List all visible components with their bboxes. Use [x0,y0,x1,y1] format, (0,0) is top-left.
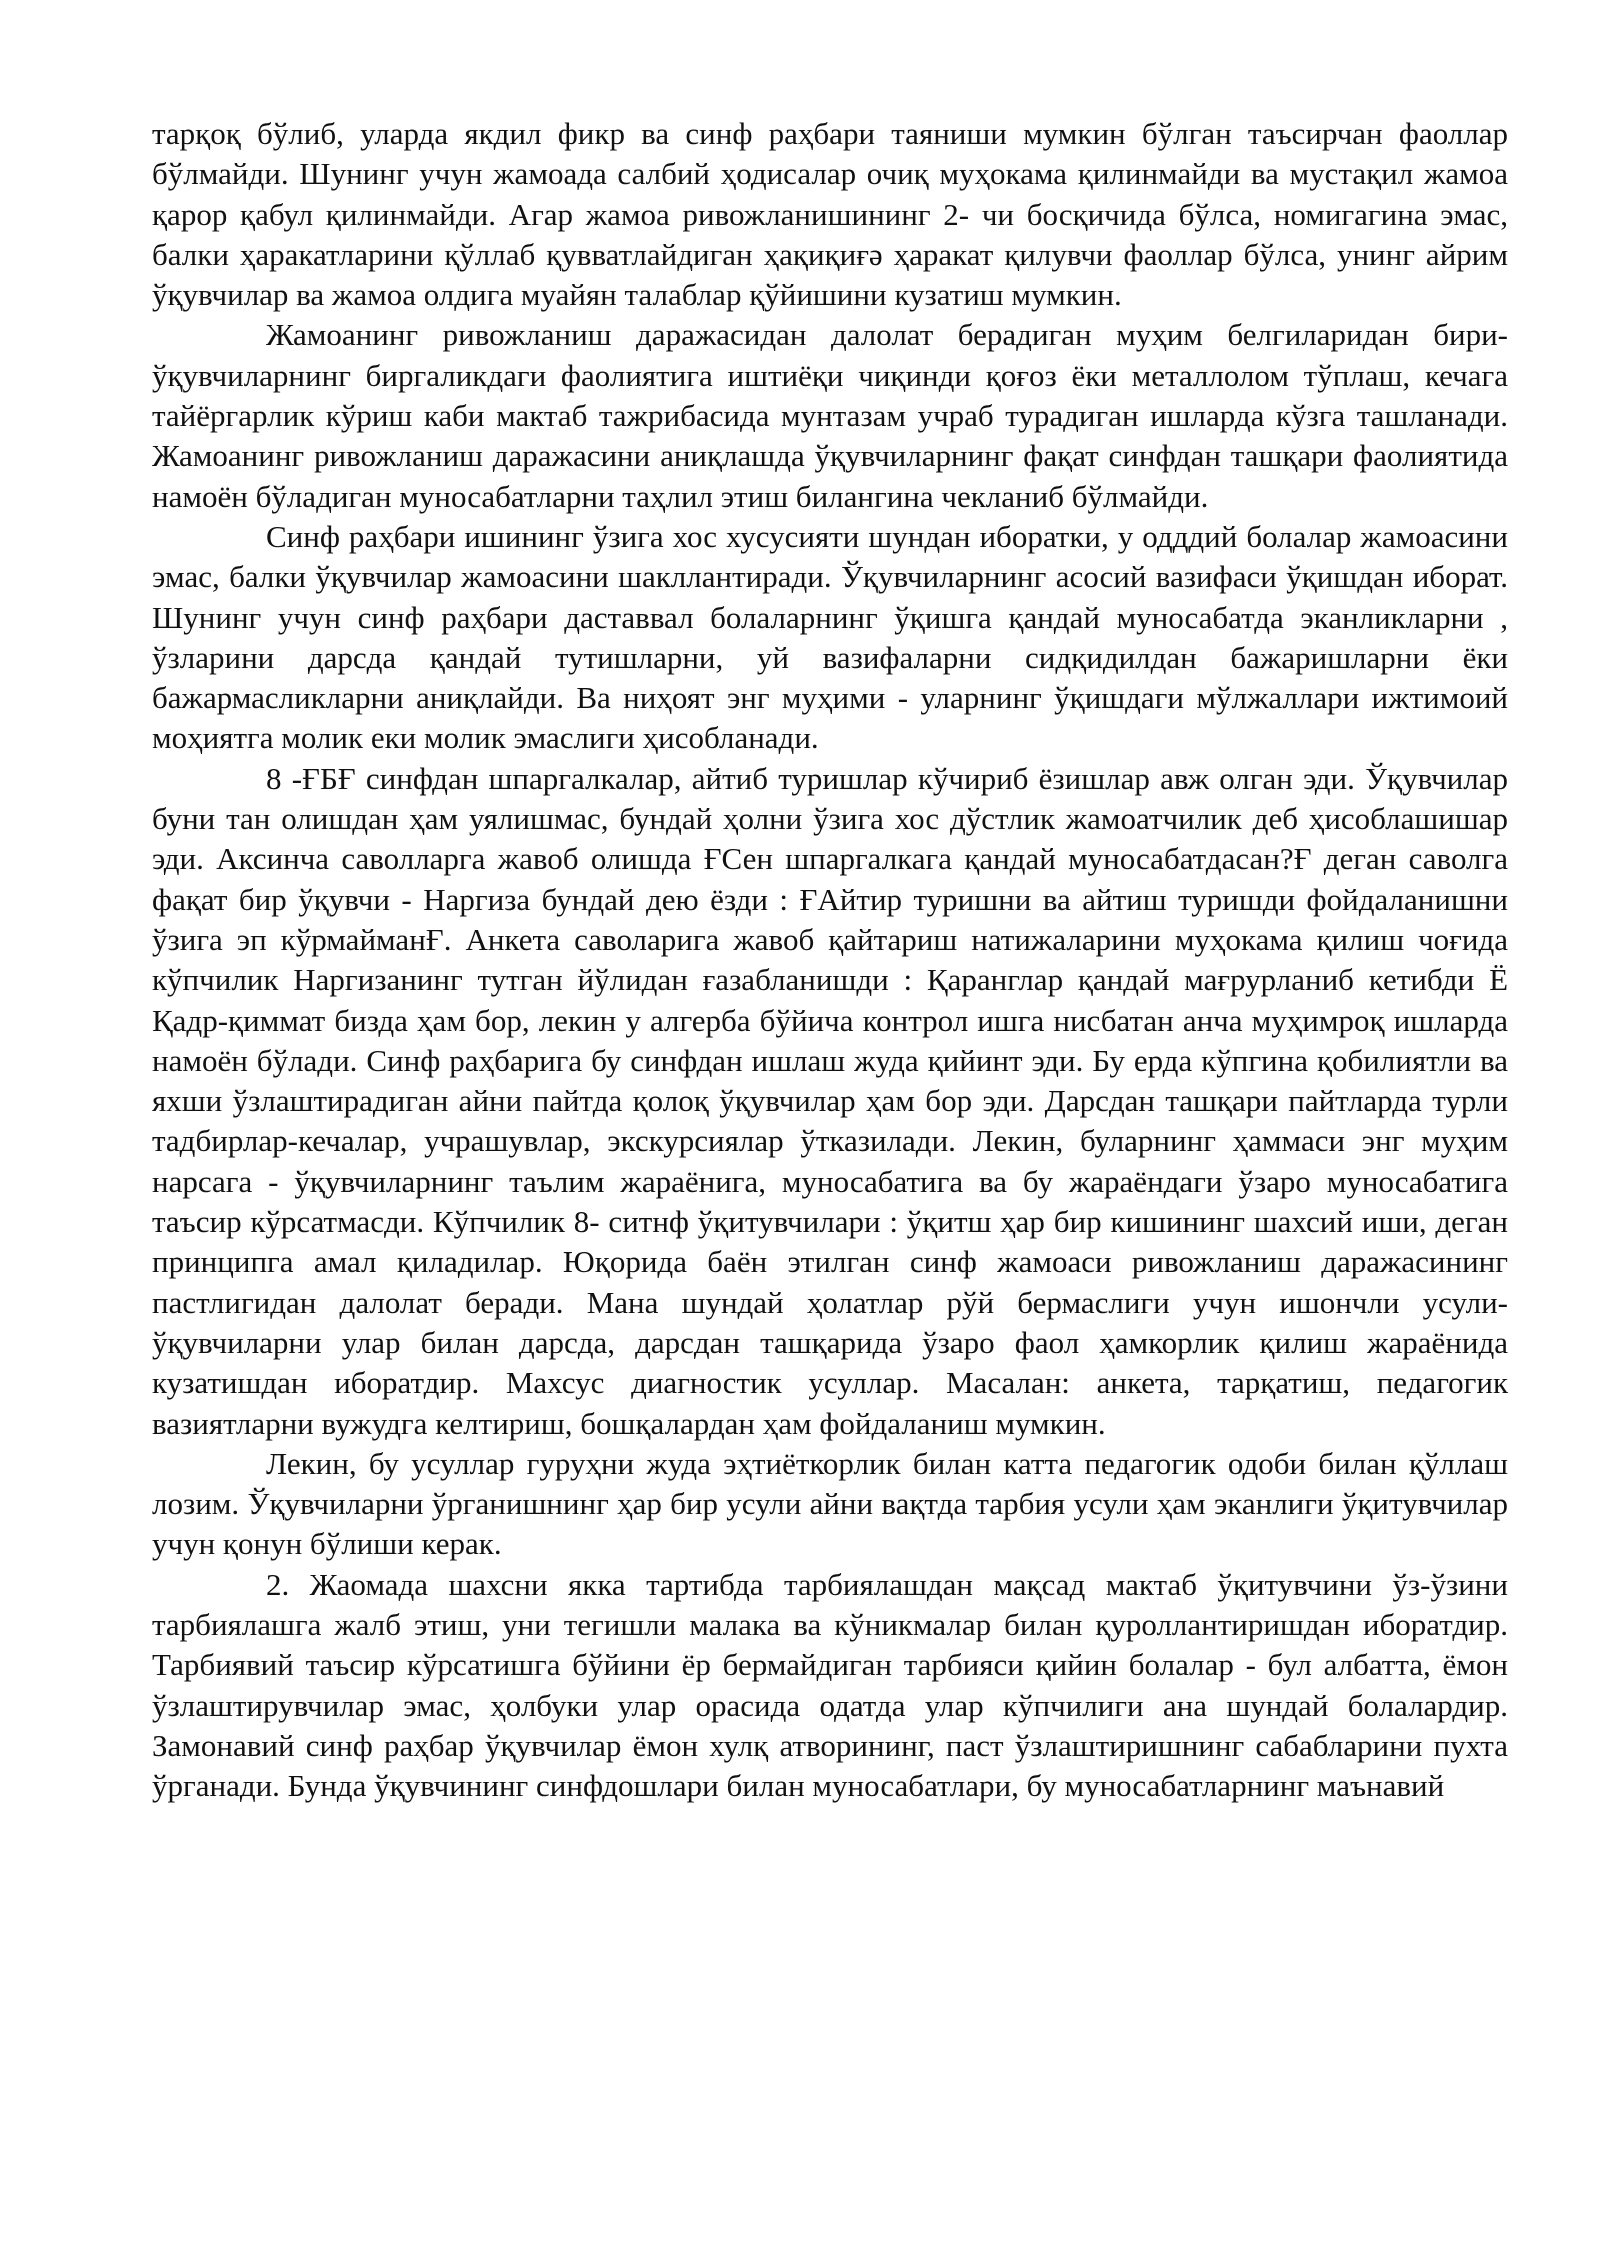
paragraph-4: 8 -ҒБҒ синфдан шпаргалкалар, айтиб туришлар кўчириб ёзишлар авж олган эди. Ўқувчилар буни тан олишдан ҳам уялишмас, бундай ҳолни ўзига хос дўстлик жамоатчилик деб ҳисоблашишар эди. Аксинча саволларга жавоб олишда ҒСен шпаргалкага қандай муносабатдасан?Ғ деган саволга фақат бир ўқувчи - Наргиза бундай дею ёзди : ҒАйтир туришни ва айтиш туришди фойдаланишни ўзига эп кўрмайманҒ. Анкета саволарига жавоб қайтариш натижаларини муҳокама қилиш чоғида кўпчилик Наргизанинг тутган йўлидан ғазабланишди : Қаранглар қандай мағрурланиб кетибди Ё Қадр-қиммат бизда ҳам бор, лекин у алгерба бўйича контрол ишга нисбатан анча муҳимроқ ишларда намоён бўлади. Синф раҳбарига бу синфдан ишлаш жуда қийинт эди. Бу ерда кўпгина қобилиятли ва яхши ўзлаштирадиган айни пайтда қолоқ ўқувчилар ҳам бор эди. Дарсдан ташқари пайтларда турли тадбирлар-кечалар, учрашувлар, экскурсиялар ўтказилади. Лекин, буларнинг ҳаммаси энг муҳим нарсага - ўқувчиларнинг таълим жараёнига, муносабатига ва бу жараёндаги ўзаро муносабатига таъсир кўрсатмасди. Кўпчилик 8- ситнф ўқитувчилари : ўқитш ҳар бир кишининг шахсий иши, деган принципга амал қиладилар. Юқорида баён этилган синф жамоаси ривожланиш даражасининг пастлигидан далолат беради. Мана шундай ҳолатлар рўй бермаслиги учун ишончли усули-ўқувчиларни улар билан дарсда, дарсдан ташқарида ўзаро фаол ҳамкорлик қилиш жараёнида кузатишдан иборатдир. Махсус диагностик усуллар. Масалан: анкета, тарқатиш, педагогик вазиятларни вужудга келтириш, бошқалардан ҳам фойдаланиш мумкин. [152,760,1508,1441]
document-body [152,114,1508,1806]
paragraph-6: 2. Жаомада шахсни якка тартибда тарбиялашдан мақсад мактаб ўқитувчини ўз-ўзини тарбиялашга жалб этиш, уни тегишли малака ва кўникмалар билан қуроллантиришдан иборатдир. Тарбиявий таъсир кўрсатишга бўйини ёр бермайдиган тарбияси қийин болалар - бул албатта, ёмон ўзлаштирувчилар эмас, ҳолбуки улар орасида одатда улар кўпчилиги ана шундай болалардир. Замонавий синф раҳбар ўқувчилар ёмон хулқ атворининг, паст ўзлаштиришнинг сабабларини пухта ўрганади. Бунда ўқувчининг синфдошлари билан муносабатлари, бу муносабатларнинг маънавий [152,1566,1508,1804]
paragraph-2: Жамоанинг ривожланиш даражасидан далолат берадиган муҳим белгиларидан бири- ўқувчиларнинг биргаликдаги фаолиятига иштиёқи чиқинди қоғоз ёки металлолом тўплаш, кечага тайёргарлик кўриш каби мактаб тажрибасида мунтазам учраб турадиган ишларда кўзга ташланади. Жамоанинг ривожланиш даражасини аниқлашда ўқувчиларнинг фақат синфдан ташқари фаолиятида намоён бўладиган муносабатларни таҳлил этиш билангина чекланиб бўлмайди. [152,317,1508,514]
paragraph-3: Синф раҳбари ишининг ўзига хос хусусияти шундан иборатки, у одддий болалар жамоасини эмас, балки ўқувчилар жамоасини шакллантиради. Ўқувчиларнинг асосий вазифаси ўқишдан иборат. Шунинг учун синф раҳбари даставвал болаларнинг ўқишга қандай муносабатда эканликларни , ўзларини дарсда қандай тутишларни, уй вазифаларни сидқидилдан бажаришларни ёки бажармасликларни аниқлайди. Ва ниҳоят энг муҳими - уларнинг ўқишдаги мўлжаллари ижтимоий моҳиятга молик еки молик эмаслиги ҳисобланади. [152,518,1508,756]
paragraph-1: тарқоқ бўлиб, уларда якдил фикр ва синф раҳбари таяниши мумкин бўлган таъсирчан фаоллар бўлмайди. Шунинг учун жамоада салбий ҳодисалар очиқ муҳокама қилинмайди ва мустақил жамоа қарор қабул қилинмайди. Агар жамоа ривожланишининг 2- чи босқичида бўлса, номигагина эмас, балки ҳаракатларини қўллаб қувватлайдиган ҳақиқиғә ҳаракат қилувчи фаоллар бўлса, унинг айрим ўқувчилар ва жамоа олдига муайян талаблар қўйишини кузатиш мумкин. [152,116,1508,313]
paragraph-5: Лекин, бу усуллар гуруҳни жуда эҳтиёткорлик билан катта педагогик одоби билан қўллаш лозим. Ўқувчиларни ўрганишнинг ҳар бир усули айни вақтда тарбия усули ҳам эканлиги ўқитувчилар учун қонун бўлиши керак. [152,1445,1508,1562]
